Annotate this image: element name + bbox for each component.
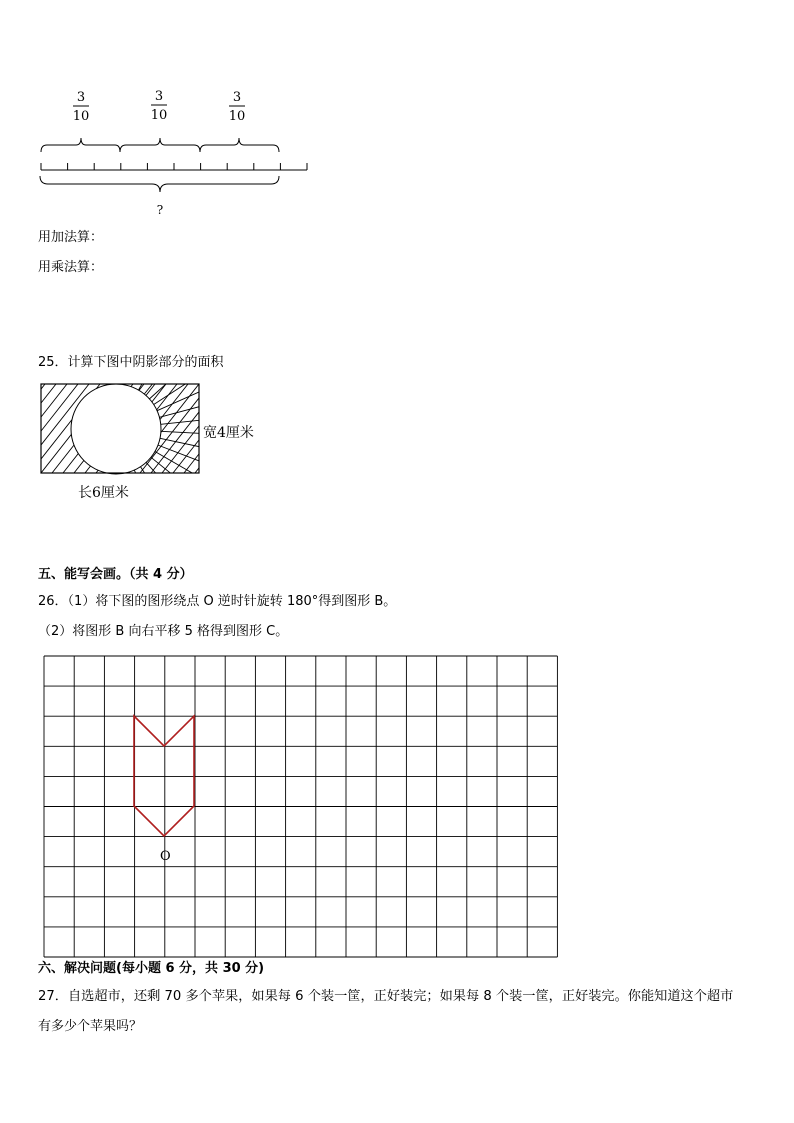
hatch-line	[160, 438, 272, 462]
hatch-line	[0, 384, 34, 473]
hatch-line	[161, 412, 275, 424]
number-line-figure	[0, 0, 794, 230]
length-label: 长6厘米	[78, 485, 129, 501]
fraction-3-denominator: 10	[228, 109, 246, 124]
q25-question: 25．计算下图中阴影部分的面积	[38, 355, 224, 370]
hatch-line	[134, 470, 181, 510]
hatch-line	[0, 384, 56, 473]
hatch-line	[151, 457, 240, 510]
hatch-line	[157, 375, 262, 411]
number-line-ticks	[41, 163, 307, 170]
section5-heading: 五、能写会画。（共 4 分）	[38, 567, 193, 582]
multiplication-prompt: 用乘法算：	[38, 260, 104, 275]
top-brace-1	[41, 138, 120, 152]
hatch-line	[0, 384, 45, 473]
addition-prompt: 用加法算：	[38, 230, 104, 245]
fraction-1	[73, 90, 90, 124]
q26-part2: （2）将图形 B 向右平移 5 格得到图形 C。	[38, 624, 289, 639]
q27-line1: 27．自选超市，还剩 70 多个苹果，如果每 6 个装一筐，正好装完；如果每 8 个装一筐，正好装完。你能知道这个超市	[38, 989, 734, 1004]
fraction-2-denominator: 10	[150, 108, 168, 123]
top-brace-3	[200, 138, 279, 152]
top-brace-2	[120, 138, 200, 152]
hatch-line	[128, 472, 158, 510]
hatch-line	[0, 384, 67, 473]
hatch-line	[0, 384, 23, 473]
q27-line2: 有多少个苹果吗？	[38, 1019, 143, 1034]
unknown-mark: ?	[156, 203, 164, 217]
fraction-1-denominator: 10	[72, 109, 90, 124]
fraction-1-numerator: 3	[76, 90, 86, 105]
hatch-line	[154, 375, 250, 404]
q26-part1: 26．（1）将下图的图形绕点 O 逆时针旋转 180°得到图形 B。	[38, 594, 397, 609]
white-circle	[71, 384, 161, 474]
fraction-2	[151, 89, 168, 123]
hatch-line	[8, 384, 78, 473]
section6-heading: 六、解决问题(每小题 6 分，共 30 分)	[38, 961, 265, 976]
hatch-line	[158, 445, 265, 486]
hatch-line	[146, 462, 223, 510]
fraction-3	[229, 90, 246, 124]
hatch-line	[155, 452, 255, 510]
hatch-line	[139, 375, 197, 390]
grid-lines	[44, 656, 557, 957]
point-o-label: O	[160, 849, 171, 864]
width-label: 宽4厘米	[203, 425, 254, 441]
fraction-3-numerator: 3	[232, 90, 242, 105]
fraction-2-numerator: 3	[154, 89, 164, 104]
drawing-grid	[0, 650, 600, 962]
bottom-brace	[40, 176, 279, 192]
shaded-area-figure	[0, 375, 320, 510]
